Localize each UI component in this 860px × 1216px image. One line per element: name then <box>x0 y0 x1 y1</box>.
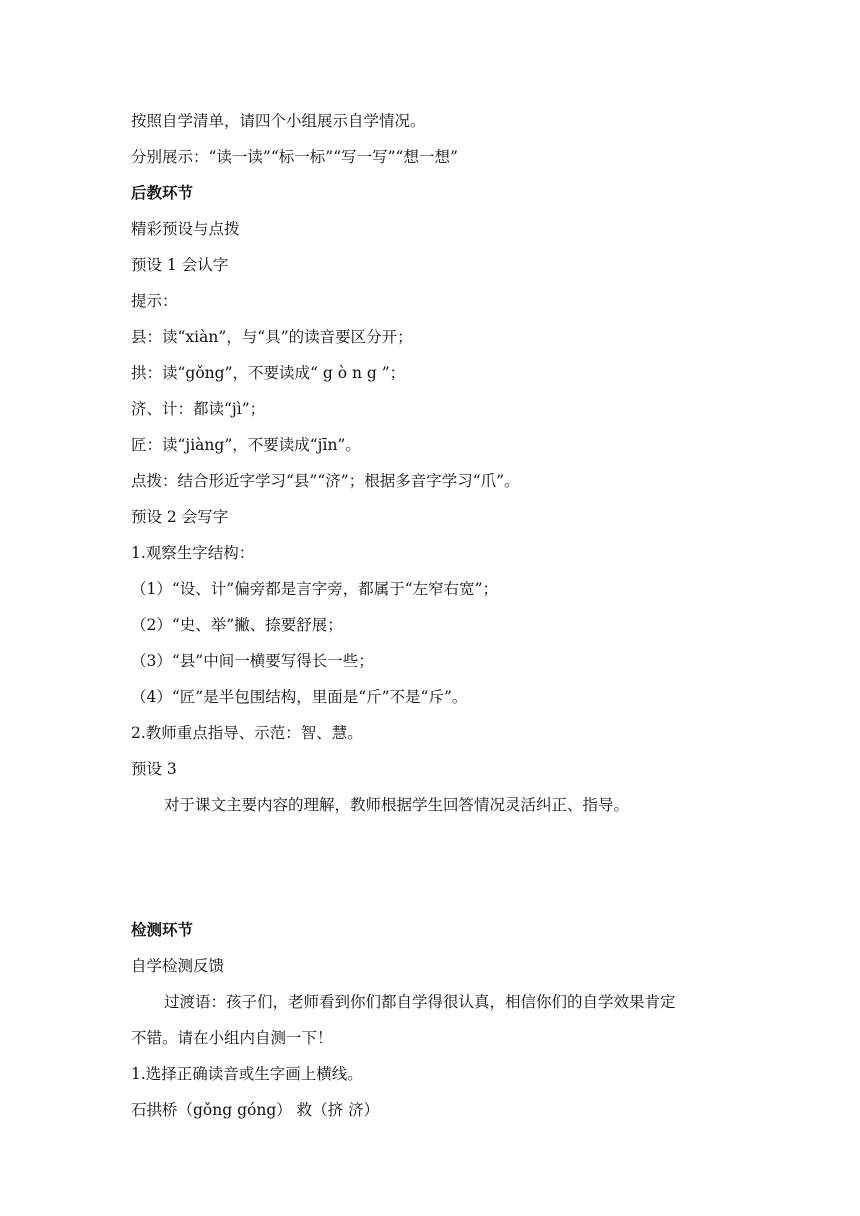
section-heading: 后教环节 <box>131 183 194 202</box>
text-line: 石拱桥（gǒng góng） 救（挤 济） <box>131 1101 380 1119</box>
text-line: 精彩预设与点拨 <box>131 220 240 238</box>
text-line: （3）“县”中间一横要写得长一些； <box>131 652 374 670</box>
text-line: 县：读“xiàn”，与“具”的读音要区分开； <box>131 328 413 346</box>
text-line: （2）“史、举”撇、捺要舒展； <box>131 616 343 634</box>
text-line: 提示： <box>131 292 178 310</box>
text-line: 1.观察生字结构： <box>131 544 255 562</box>
text-line: 自学检测反馈 <box>131 957 225 975</box>
text-line: 预设 3 <box>131 760 177 778</box>
text-line: 过渡语：孩子们，老师看到你们都自学得很认真，相信你们的自学效果肯定 <box>164 993 676 1011</box>
text-line: 1.选择正确读音或生字画上横线。 <box>131 1065 363 1083</box>
text-line: （1）“设、计”偏旁都是言字旁，都属于“左窄右宽”； <box>131 580 499 598</box>
text-line: 不错。请在小组内自测一下！ <box>131 1029 333 1047</box>
text-line: 2.教师重点指导、示范：智、慧。 <box>131 724 363 742</box>
text-line: 预设 2 会写字 <box>131 508 229 526</box>
text-line: （4）“匠”是半包围结构，里面是“斤”不是“斥”。 <box>131 688 468 706</box>
text-line: 分别展示：“读一读”“标一标”“写一写”“想一想” <box>131 148 458 166</box>
text-line: 匠：读“jiàng”，不要读成“jīn”。 <box>131 436 361 454</box>
text-line: 预设 1 会认字 <box>131 256 229 274</box>
text-line: 按照自学清单，请四个小组展示自学情况。 <box>131 112 426 130</box>
text-line: 济、计：都读“jì”； <box>131 400 266 418</box>
text-line: 拱：读“gǒng”，不要读成“ g ò n g ”； <box>131 364 406 382</box>
text-line: 点拨：结合形近字学习“县”“济”；根据多音字学习“爪”。 <box>131 472 520 490</box>
section-heading: 检测环节 <box>131 920 194 939</box>
text-line: 对于课文主要内容的理解，教师根据学生回答情况灵活纠正、指导。 <box>164 796 630 814</box>
